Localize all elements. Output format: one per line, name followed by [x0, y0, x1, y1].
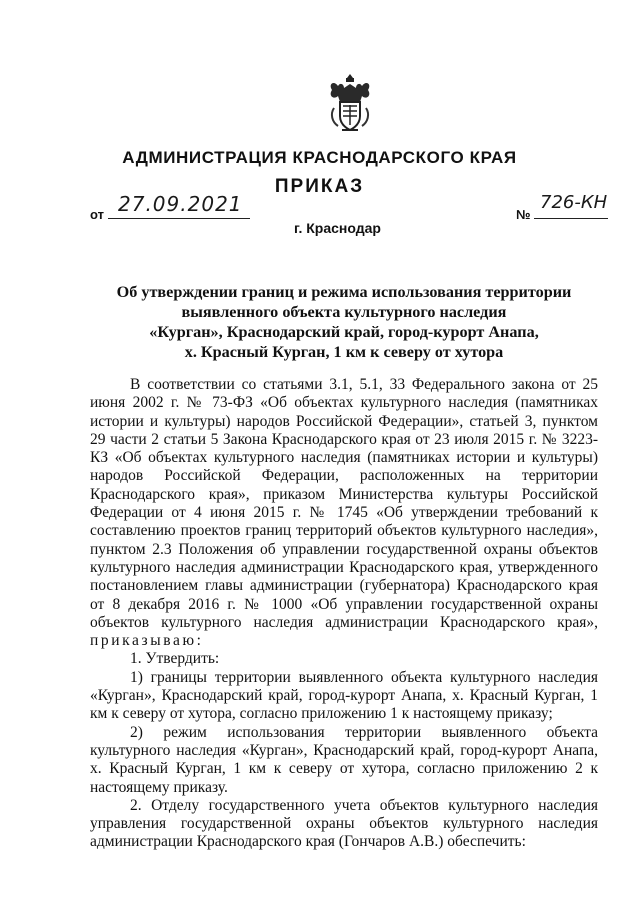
- body-paragraph: 1) границы территории выявленного объекта культурного наследия «Курган», Краснодарский край, город-курорт Анапа, х. Красный Курган, 1 км к северу от хутора, согласно приложению 1 к настоящему приказу;: [90, 668, 598, 723]
- document-type-heading: ПРИКАЗ: [274, 176, 365, 197]
- organization-heading: АДМИНИСТРАЦИЯ КРАСНОДАРСКОГО КРАЯ: [122, 148, 517, 167]
- handwritten-number: 726-КН: [540, 192, 608, 213]
- body-paragraph: 2. Отделу государственного учета объектов культурного наследия управления государственной охраны объектов культурного наследия администрации Краснодарского края (Гончаров А.В.) обеспечить:: [90, 796, 598, 851]
- title-line: Об утверждении границ и режима использования территории: [116, 283, 572, 301]
- city-line: г. Краснодар: [294, 220, 381, 236]
- coat-of-arms-icon: [326, 72, 374, 134]
- document-title: [90, 282, 598, 362]
- body-paragraph: 1. Утвердить:: [130, 650, 220, 668]
- order-word: приказываю:: [90, 632, 204, 650]
- handwritten-date: 27.09.2021: [118, 192, 243, 216]
- body-paragraph: В соответствии со статьями 3.1, 5.1, 33 Федерального закона от 25 июня 2002 г. № 73-ФЗ «Об объектах культурного наследия (памятниках истории и культуры) народов Российской Федерации», статьей 3, пунктом 29 части 2 статьи 5 Закона Краснодарского края от 23 июля 2015 г. № 3223-КЗ «Об объектах культурного наследия (памятниках истории и культуры) народов Российской Федерации, расположенных на территории Краснодарского края», приказом Министерства культуры Российской Федерации от 4 июня 2015 г. № 1745 «Об утверждении требований к составлению проектов границ территорий объектов культурного наследия», пунктом 2.3 Положения об управлении государственной охраны объектов культурного наследия администрации Краснодарского края, утвержденного постановлением главы администрации (губернатора) Краснодарского края от 8 декабря 2016 г. № 1000 «Об управлении государственной охраны объектов культурного наследия администрации Краснодарского края»,: [90, 376, 598, 631]
- title-line: х. Красный Курган, 1 км к северу от хутора: [184, 343, 504, 361]
- date-label: от: [90, 207, 104, 222]
- body-paragraph: 2) режим использования территории выявленного объекта культурного наследия «Курган», Краснодарский край, город-курорт Анапа, х. Красный Курган, 1 км к северу от хутора, согласно приложению 2 к настоящему приказу.: [90, 723, 598, 796]
- title-line: выявленного объекта культурного наследия: [181, 303, 507, 321]
- title-line: «Курган», Краснодарский край, город-курорт Анапа,: [149, 323, 539, 341]
- number-label: №: [516, 207, 531, 222]
- document-body: [90, 376, 598, 852]
